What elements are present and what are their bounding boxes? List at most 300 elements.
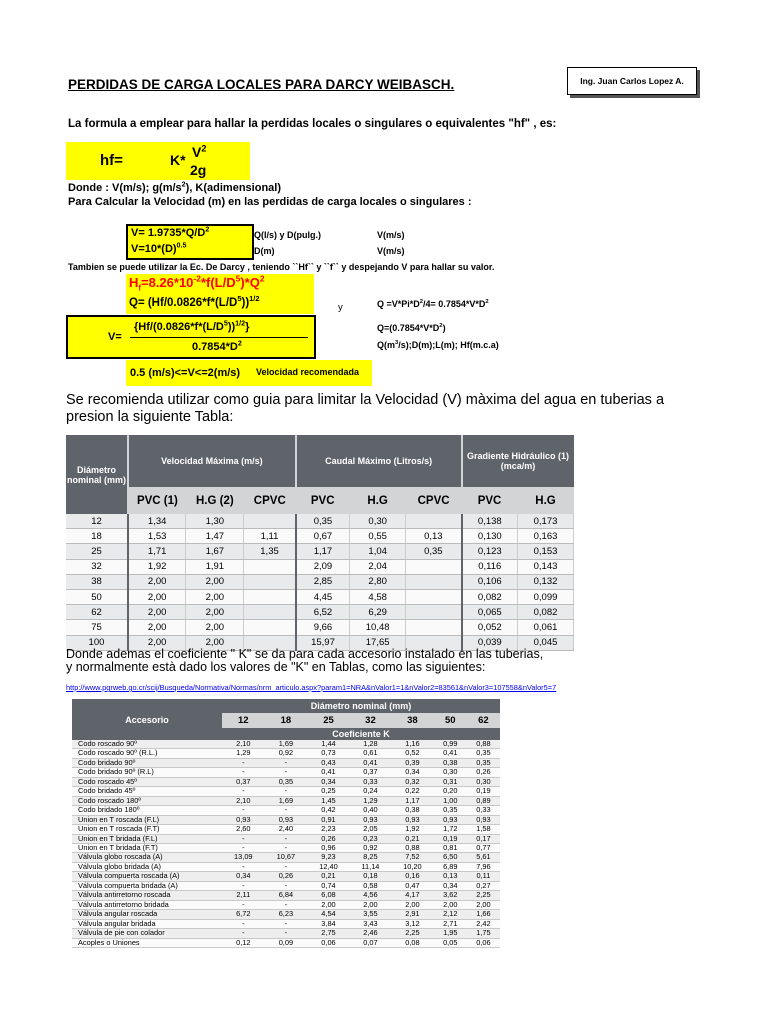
ktable-size-32: 32 xyxy=(350,713,391,728)
page-title: PERDIDAS DE CARGA LOCALES PARA DARCY WEIBASCH. xyxy=(68,77,455,92)
k-value: 0,35 xyxy=(467,758,500,767)
table-cell: 0,67 xyxy=(296,529,350,544)
darcy-q3: $Q=(0.7854*V*D^2)$ xyxy=(377,323,446,333)
k-value: 0,88 xyxy=(391,843,434,852)
vtable-sub-0: PVC (1) xyxy=(128,487,186,514)
table-cell xyxy=(406,559,462,574)
velocity-table-body xyxy=(66,514,574,650)
vtable-sub-7: H.G xyxy=(518,487,574,514)
table-row xyxy=(72,938,500,947)
table-cell: 2,00 xyxy=(186,574,244,589)
k-value: 1,29 xyxy=(350,796,391,805)
accesorio-name: Union en T bridada (F.T) xyxy=(72,843,222,852)
k-value: 1,16 xyxy=(391,740,434,749)
table-cell: 1,53 xyxy=(128,529,186,544)
k-value: 2,10 xyxy=(222,740,265,749)
k-value: 0,32 xyxy=(391,777,434,786)
k-value: 8,25 xyxy=(350,853,391,862)
table-cell xyxy=(244,574,296,589)
k-value: 0,22 xyxy=(391,787,434,796)
table-cell: 0,132 xyxy=(518,574,574,589)
table-cell: 1,91 xyxy=(186,559,244,574)
vel-formula-b: $V=10*(D)^{0.5}$ xyxy=(131,241,187,255)
k-value: 10,20 xyxy=(391,862,434,871)
k-value: 3,84 xyxy=(307,919,350,928)
accesorio-name: Codo roscado 45º xyxy=(72,777,222,786)
table-cell: 0,13 xyxy=(406,529,462,544)
k-value: 0,52 xyxy=(391,749,434,758)
table-cell: 4,45 xyxy=(296,589,350,604)
table-cell xyxy=(406,620,462,635)
vel-b-result: V(m/s) xyxy=(377,246,405,256)
table-cell: 2,00 xyxy=(128,574,186,589)
accesorio-name: Codo bridado 90º (R.L) xyxy=(72,768,222,777)
vtable-sub-5: CPVC xyxy=(406,487,462,514)
table-cell: 0,35 xyxy=(406,544,462,559)
table-row xyxy=(66,574,574,589)
ktable-size-38: 38 xyxy=(391,713,434,728)
k-value: 0,09 xyxy=(265,938,308,947)
para-recom-2: presion la siguiente Tabla: xyxy=(66,409,234,425)
k-value: 0,34 xyxy=(391,768,434,777)
table-row xyxy=(72,749,500,758)
k-value: 6,72 xyxy=(222,910,265,919)
k-value: 0,92 xyxy=(265,749,308,758)
k-value: - xyxy=(222,919,265,928)
table-row xyxy=(66,514,574,529)
k-value: 2,00 xyxy=(467,900,500,909)
table-cell: 2,85 xyxy=(296,574,350,589)
table-cell: 0,082 xyxy=(518,605,574,620)
ktable-h-diameter: Diámetro nominal (mm) xyxy=(222,699,500,713)
k-coefficient-table xyxy=(72,699,500,948)
table-cell: 62 xyxy=(66,605,128,620)
k-value: 0,17 xyxy=(467,834,500,843)
k-value: - xyxy=(222,787,265,796)
k-value: 1,00 xyxy=(434,796,467,805)
table-cell: 2,00 xyxy=(186,589,244,604)
k-value: 3,55 xyxy=(350,910,391,919)
k-value: 1,28 xyxy=(350,740,391,749)
accesorio-name: Codo bridado 45º xyxy=(72,787,222,796)
k-value: 0,41 xyxy=(434,749,467,758)
k-value: - xyxy=(265,900,308,909)
darcy-q-box xyxy=(126,294,314,314)
k-value: 2,42 xyxy=(467,919,500,928)
table-cell: 0,099 xyxy=(518,589,574,604)
k-value: 0,93 xyxy=(222,815,265,824)
k-value: 0,37 xyxy=(350,768,391,777)
k-value: 0,96 xyxy=(307,843,350,852)
darcy-hf-box xyxy=(126,274,314,294)
table-row xyxy=(66,620,574,635)
k-value: - xyxy=(265,881,308,890)
vel-a-units: Q(l/s) y D(pulg.) xyxy=(254,230,321,240)
table-cell: 1,35 xyxy=(244,544,296,559)
k-value: - xyxy=(265,768,308,777)
table-cell: 0,061 xyxy=(518,620,574,635)
k-value: 0,08 xyxy=(391,938,434,947)
table-row xyxy=(72,853,500,862)
k-value: 0,20 xyxy=(434,787,467,796)
table-row xyxy=(72,891,500,900)
k-value: 0,06 xyxy=(307,938,350,947)
table-row xyxy=(66,589,574,604)
donde-text: Donde : V(m/s); $g(m/s^2)$, K(adimensional) xyxy=(68,180,281,194)
para-recom-1: Se recomienda utilizar como guia para limitar la Velocidad (V) màxima del agua en tuberias a xyxy=(66,392,665,408)
vel-formula-a: $V= 1.9735*Q/D^2$ xyxy=(131,225,210,239)
table-cell xyxy=(244,605,296,620)
k-value: 0,26 xyxy=(467,768,500,777)
k-value: 0,38 xyxy=(434,758,467,767)
k-value: 0,30 xyxy=(467,777,500,786)
table-cell: 6,29 xyxy=(350,605,406,620)
k-value: 2,05 xyxy=(350,825,391,834)
k-value: - xyxy=(222,862,265,871)
k-value: 1,75 xyxy=(467,929,500,938)
k-value: 0,35 xyxy=(434,806,467,815)
table-cell xyxy=(406,514,462,529)
k-value: - xyxy=(222,768,265,777)
k-value: 0,58 xyxy=(350,881,391,890)
k-value: 0,47 xyxy=(391,881,434,890)
vtable-sub-2: CPVC xyxy=(244,487,296,514)
table-cell: 0,163 xyxy=(518,529,574,544)
k-value: 2,23 xyxy=(307,825,350,834)
formula-hf-k: K* xyxy=(170,152,186,168)
accesorio-name: Válvula compuerta bridada (A) xyxy=(72,881,222,890)
table-cell: 0,039 xyxy=(462,635,518,650)
k-value: 2,00 xyxy=(434,900,467,909)
k-value: 0,43 xyxy=(307,758,350,767)
k-value: 0,93 xyxy=(467,815,500,824)
table-cell: 75 xyxy=(66,620,128,635)
table-cell: 2,00 xyxy=(128,605,186,620)
k-value: 1,29 xyxy=(222,749,265,758)
vtable-h-velocity: Velocidad Máxima (m/s) xyxy=(128,435,296,487)
author-box xyxy=(567,67,697,95)
k-value: 1,95 xyxy=(434,929,467,938)
accesorio-name: Válvula globo bridada (A) xyxy=(72,862,222,871)
table-cell: 1,92 xyxy=(128,559,186,574)
table-cell: 0,55 xyxy=(350,529,406,544)
k-value: 0,77 xyxy=(467,843,500,852)
recommended-range: 0.5 (m/s)<=V<=2(m/s) xyxy=(130,367,241,379)
k-value: - xyxy=(265,758,308,767)
k-value: 0,27 xyxy=(467,881,500,890)
k-value: - xyxy=(265,843,308,852)
darcy-v-num: $\{Hf/(0.0826*f*(L/D^5))^{1/2}\}$ xyxy=(134,319,250,333)
k-value: 3,12 xyxy=(391,919,434,928)
table-cell: 2,04 xyxy=(350,559,406,574)
k-value: 2,25 xyxy=(467,891,500,900)
k-table-body xyxy=(72,740,500,947)
table-cell: 0,30 xyxy=(350,514,406,529)
table-cell: 0,35 xyxy=(296,514,350,529)
k-value: 12,40 xyxy=(307,862,350,871)
k-value: 2,00 xyxy=(307,900,350,909)
k-value: 0,88 xyxy=(467,740,500,749)
table-cell: 100 xyxy=(66,635,128,650)
vtable-sub-4: H.G xyxy=(350,487,406,514)
k-value: 2,60 xyxy=(222,825,265,834)
k-value: 0,41 xyxy=(307,768,350,777)
table-cell: 0,052 xyxy=(462,620,518,635)
accesorio-name: Válvula de pie con colador xyxy=(72,929,222,938)
k-value: - xyxy=(222,834,265,843)
table-cell: 1,04 xyxy=(350,544,406,559)
accesorio-name: Válvula angular roscada xyxy=(72,910,222,919)
table-cell: 9,66 xyxy=(296,620,350,635)
k-value: 0,93 xyxy=(350,815,391,824)
table-cell: 0,143 xyxy=(518,559,574,574)
k-value: - xyxy=(222,881,265,890)
ktable-size-25: 25 xyxy=(307,713,350,728)
table-row xyxy=(72,787,500,796)
k-value: 0,93 xyxy=(391,815,434,824)
k-value: 0,89 xyxy=(467,796,500,805)
k-value: 7,52 xyxy=(391,853,434,862)
k-value: 9,23 xyxy=(307,853,350,862)
accesorio-name: Válvula angular bridada xyxy=(72,919,222,928)
table-row xyxy=(72,825,500,834)
table-cell: 25 xyxy=(66,544,128,559)
table-cell: 2,80 xyxy=(350,574,406,589)
table-cell: 0,138 xyxy=(462,514,518,529)
accesorio-name: Union en T bridada (F.L) xyxy=(72,834,222,843)
k-value: - xyxy=(222,900,265,909)
k-value: 0,91 xyxy=(307,815,350,824)
k-value: 2,75 xyxy=(307,929,350,938)
k-value: 0,26 xyxy=(307,834,350,843)
k-value: 0,74 xyxy=(307,881,350,890)
table-cell: 32 xyxy=(66,559,128,574)
table-cell: 15,97 xyxy=(296,635,350,650)
table-row xyxy=(72,910,500,919)
k-value: 10,67 xyxy=(265,853,308,862)
table-cell: 0,082 xyxy=(462,589,518,604)
table-cell: 0,106 xyxy=(462,574,518,589)
k-value: 0,33 xyxy=(467,806,500,815)
darcy-q-formula: $Q= (Hf/0.0826*f*(L/D^5))^{1/2}$ xyxy=(129,294,260,309)
k-value: 1,66 xyxy=(467,910,500,919)
table-cell: 0,130 xyxy=(462,529,518,544)
table-cell: 2,00 xyxy=(128,635,186,650)
table-cell xyxy=(406,574,462,589)
table-cell: 0,045 xyxy=(518,635,574,650)
k-value: - xyxy=(265,919,308,928)
table-row xyxy=(72,929,500,938)
k-value: 0,12 xyxy=(222,938,265,947)
table-cell: 18 xyxy=(66,529,128,544)
table-cell: 17,65 xyxy=(350,635,406,650)
k-value: 3,62 xyxy=(434,891,467,900)
k-value: 11,14 xyxy=(350,862,391,871)
darcy-q2: $Q =V*Pi*D^2/4= 0.7854*V*D^2$ xyxy=(377,299,489,309)
accesorio-name: Válvula antirretorno bridada xyxy=(72,900,222,909)
k-value: 2,10 xyxy=(222,796,265,805)
vtable-sub-6: PVC xyxy=(462,487,518,514)
accesorio-name: Union en T roscada (F.T) xyxy=(72,825,222,834)
k-value: - xyxy=(265,929,308,938)
formula-hf-lhs: hf= xyxy=(100,152,123,169)
ktable-size-18: 18 xyxy=(265,713,308,728)
accesorio-name: Codo roscado 90º (R.L.) xyxy=(72,749,222,758)
table-cell: 0,065 xyxy=(462,605,518,620)
k-value: - xyxy=(265,834,308,843)
k-value: 0,33 xyxy=(350,777,391,786)
k-value: 0,93 xyxy=(265,815,308,824)
k-value: 0,42 xyxy=(307,806,350,815)
k-value: 0,19 xyxy=(434,834,467,843)
k-value: 1,44 xyxy=(307,740,350,749)
k-value: 5,61 xyxy=(467,853,500,862)
table-row xyxy=(66,559,574,574)
table-cell: 1,17 xyxy=(296,544,350,559)
k-value: - xyxy=(222,929,265,938)
k-value: 0,38 xyxy=(391,806,434,815)
accesorio-name: Codo roscado 180º xyxy=(72,796,222,805)
table-cell: 2,00 xyxy=(128,589,186,604)
table-row xyxy=(72,806,500,815)
accesorio-name: Acoples o Uniones xyxy=(72,938,222,947)
vel-b-units: D(m) xyxy=(254,246,275,256)
table-cell xyxy=(406,605,462,620)
accesorio-name: Codo bridado 90º xyxy=(72,758,222,767)
k-value: 0,35 xyxy=(467,749,500,758)
k-value: 0,21 xyxy=(391,834,434,843)
k-value: 3,43 xyxy=(350,919,391,928)
k-value: 1,72 xyxy=(434,825,467,834)
k-value: 2,40 xyxy=(265,825,308,834)
table-cell: 0,153 xyxy=(518,544,574,559)
k-value: - xyxy=(265,862,308,871)
table-cell: 0,123 xyxy=(462,544,518,559)
table-cell: 38 xyxy=(66,574,128,589)
k-value: 0,34 xyxy=(307,777,350,786)
tambien-text: Tambien se puede utilizar la Ec. De Darcy , teniendo ``Hf`` y ``f`` y despejando V para hallar su valor. xyxy=(68,262,495,272)
k-value: 4,54 xyxy=(307,910,350,919)
table-cell: 0,173 xyxy=(518,514,574,529)
k-value: 6,89 xyxy=(434,862,467,871)
table-cell: 2,00 xyxy=(128,620,186,635)
k-value: 0,21 xyxy=(307,872,350,881)
table-cell: 1,67 xyxy=(186,544,244,559)
recommended-box xyxy=(126,360,372,386)
k-value: 0,30 xyxy=(434,768,467,777)
table-cell xyxy=(244,514,296,529)
table-cell: 2,00 xyxy=(186,620,244,635)
k-value: - xyxy=(265,806,308,815)
table-cell: 50 xyxy=(66,589,128,604)
vtable-h-gradient: Gradiente Hidráulico (1) (mca/m) xyxy=(462,435,574,487)
k-value: 1,58 xyxy=(467,825,500,834)
k-value: 2,46 xyxy=(350,929,391,938)
darcy-v-box xyxy=(66,315,316,359)
source-link[interactable]: http://www.pgrweb.go.cr/scij/Busqueda/Normativa/Normas/nrm_articulo.aspx?param1=NRA&nValor1=1&nValor2=83561&nValor3=107558&nValor5=7 xyxy=(66,683,557,692)
k-value: - xyxy=(222,843,265,852)
k-value: 0,37 xyxy=(222,777,265,786)
intro-text: La formula a emplear para hallar la perdidas locales o singulares o equivalentes "hf" , es: xyxy=(68,118,557,130)
k-value: - xyxy=(265,787,308,796)
table-cell: 6,52 xyxy=(296,605,350,620)
k-value: 1,69 xyxy=(265,796,308,805)
table-cell xyxy=(406,589,462,604)
k-value: 7,96 xyxy=(467,862,500,871)
author-name: Ing. Juan Carlos Lopez A. xyxy=(580,76,684,86)
table-cell xyxy=(244,620,296,635)
table-cell: 0,116 xyxy=(462,559,518,574)
table-cell: 2,09 xyxy=(296,559,350,574)
formula-hf-box xyxy=(66,142,250,180)
table-cell: 1,11 xyxy=(244,529,296,544)
table-cell: 1,71 xyxy=(128,544,186,559)
k-value: 0,35 xyxy=(265,777,308,786)
k-value: 0,34 xyxy=(434,881,467,890)
table-cell: 12 xyxy=(66,514,128,529)
k-value: 0,18 xyxy=(350,872,391,881)
k-value: 4,56 xyxy=(350,891,391,900)
velocity-formula-box xyxy=(126,224,254,260)
darcy-v-den: $0.7854*D^2$ xyxy=(192,339,242,353)
darcy-units: $Q(m^3/s);D(m);L(m)$; Hf(m.c.a) xyxy=(377,340,499,350)
calc-line: Para Calcular la Velocidad (m) en las perdidas de carga locales o singulares : xyxy=(68,196,472,208)
table-cell: 1,47 xyxy=(186,529,244,544)
table-row xyxy=(72,768,500,777)
k-value: 0,93 xyxy=(434,815,467,824)
k-value: 13,09 xyxy=(222,853,265,862)
k-value: 0,07 xyxy=(350,938,391,947)
ktable-size-62: 62 xyxy=(467,713,500,728)
ktable-h-accesorio: Accesorio xyxy=(72,699,222,740)
vtable-sub-3: PVC xyxy=(296,487,350,514)
table-row xyxy=(72,872,500,881)
k-value: 0,13 xyxy=(434,872,467,881)
vtable-h-caudal: Caudal Máximo (Litros/s) xyxy=(296,435,462,487)
k-value: 1,17 xyxy=(391,796,434,805)
darcy-hf-formula: $H_f=8.26*10^{-2}*f(L/D^5)*Q^2$ xyxy=(129,273,265,293)
k-value: 0,31 xyxy=(434,777,467,786)
table-cell: 10,48 xyxy=(350,620,406,635)
accesorio-name: Válvula antirretorno roscada xyxy=(72,891,222,900)
k-value: 6,23 xyxy=(265,910,308,919)
darcy-v-lhs: V= xyxy=(108,331,122,343)
k-value: 1,92 xyxy=(391,825,434,834)
k-value: - xyxy=(222,758,265,767)
table-cell: 2,00 xyxy=(186,635,244,650)
para-k-2: y normalmente està dado los valores de "K" en Tablas, como las siguientes: xyxy=(66,660,486,674)
ktable-size-50: 50 xyxy=(434,713,467,728)
table-row xyxy=(66,529,574,544)
k-value: 4,17 xyxy=(391,891,434,900)
k-value: 0,23 xyxy=(350,834,391,843)
table-row xyxy=(66,544,574,559)
k-value: 0,41 xyxy=(350,758,391,767)
table-cell: 2,00 xyxy=(186,605,244,620)
table-cell: 1,34 xyxy=(128,514,186,529)
k-value: 0,24 xyxy=(350,787,391,796)
accesorio-name: Codo roscado 90º xyxy=(72,740,222,749)
k-value: 2,00 xyxy=(350,900,391,909)
para-k-1: Donde ademas el coeficiente " K" se da para cada accesorio instalado en las tuberias, xyxy=(66,647,544,661)
and-y: y xyxy=(338,302,343,313)
ktable-h-coef: Coeficiente K xyxy=(222,728,500,740)
k-value: 0,61 xyxy=(350,749,391,758)
k-value: 0,40 xyxy=(350,806,391,815)
k-value: 0,92 xyxy=(350,843,391,852)
k-value: 0,39 xyxy=(391,758,434,767)
k-value: 2,91 xyxy=(391,910,434,919)
